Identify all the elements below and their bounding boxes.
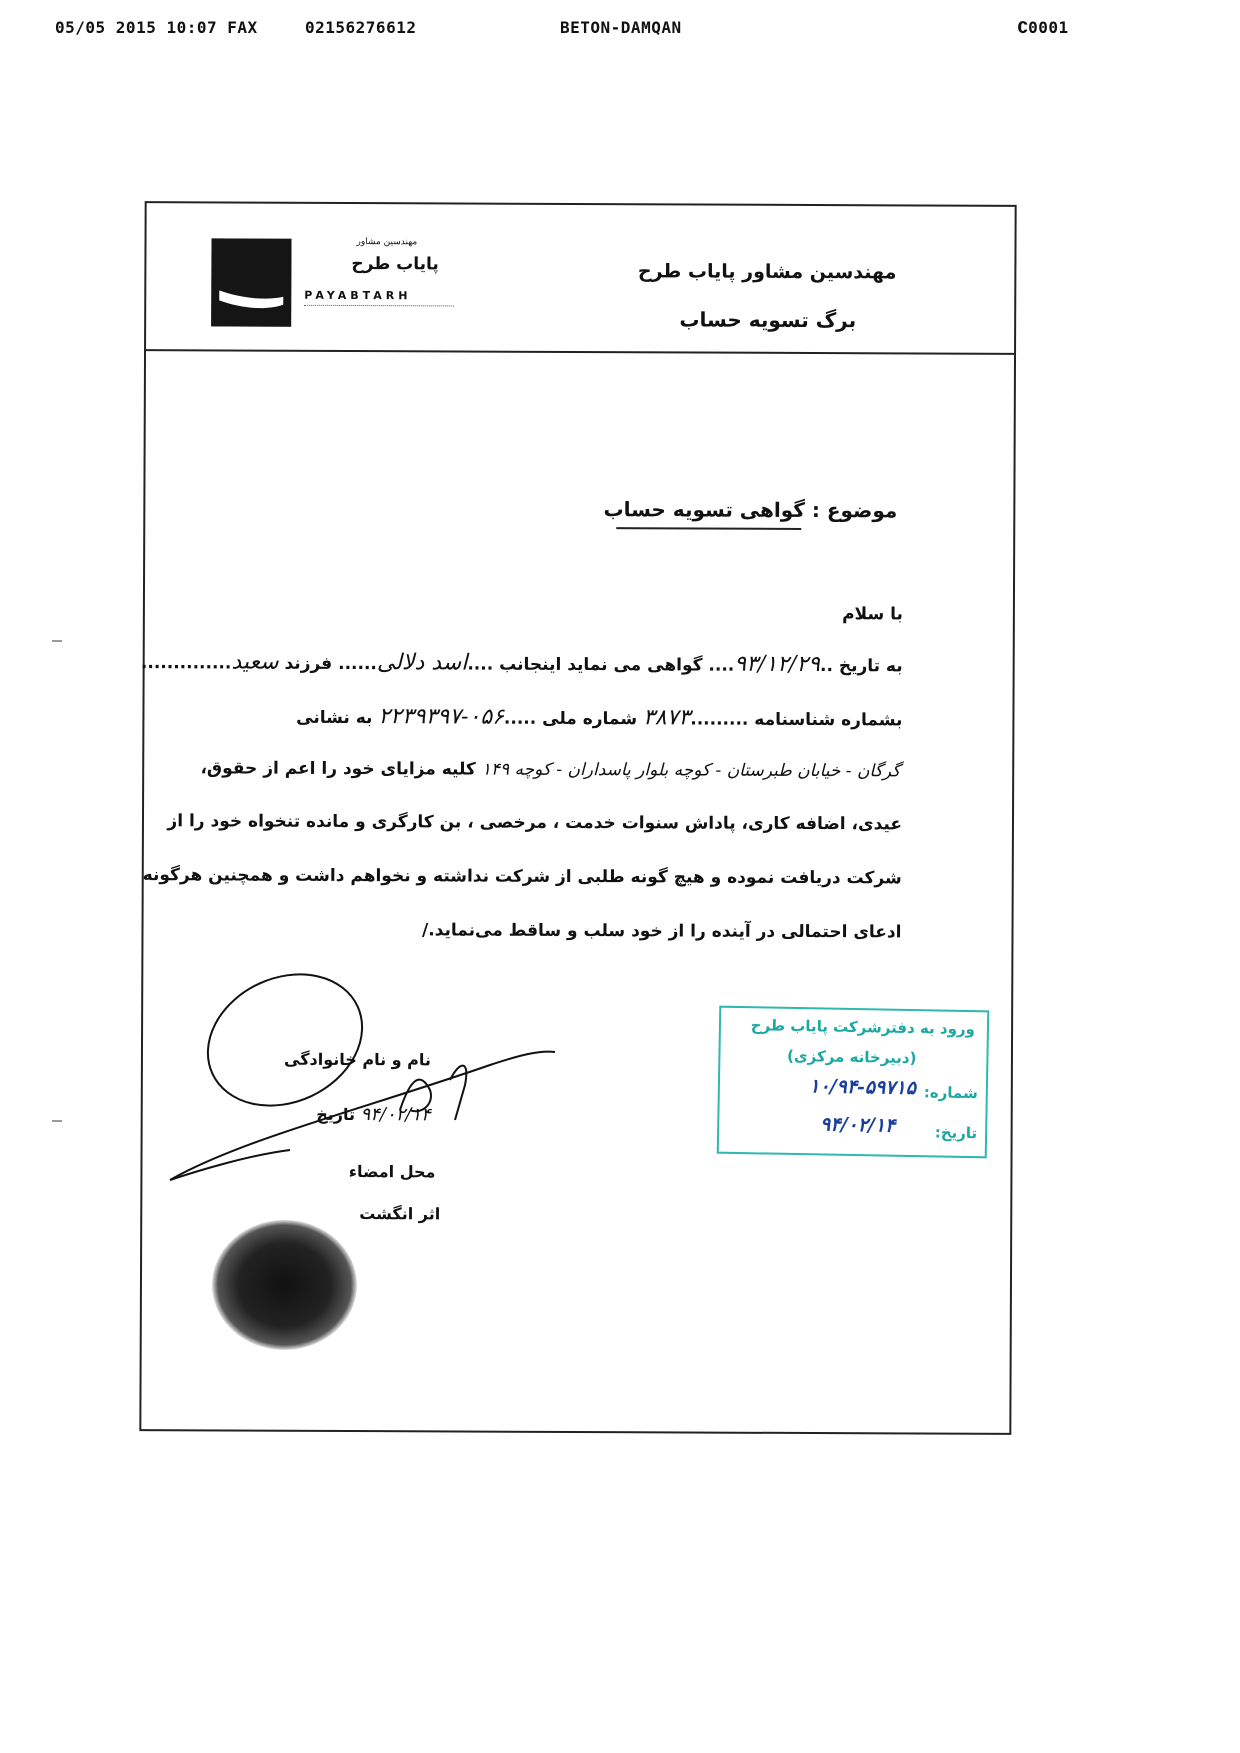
- stamp-date-label: تاریخ:: [934, 1123, 978, 1143]
- body-line-4: عیدی، اضافه کاری، پاداش سنوات خدمت ، مرخصی ، بن کارگری و مانده تنخواه خود را از: [167, 811, 903, 835]
- company-logo: [211, 238, 291, 326]
- child-of-label: فرزند: [284, 653, 333, 674]
- form-title: برگ تسویه حساب: [679, 307, 857, 333]
- header-divider: [146, 349, 1014, 355]
- handwritten-national-id: ۰۵۶-۲۲۳۹۳۹۷: [378, 704, 505, 730]
- margin-mark: [52, 1120, 62, 1122]
- certify-text: گواهی می نماید اینجانب: [499, 654, 703, 676]
- company-name: مهندسین مشاور پایاب طرح: [637, 260, 897, 284]
- stamp-title: ورود به دفترشرکت پایاب طرح: [750, 1016, 976, 1039]
- body-line-6: ادعای احتمالی در آینده را از خود سلب و ساقط می‌نماید./: [421, 920, 902, 943]
- body-line-3: [200, 758, 900, 781]
- entry-stamp: [717, 1006, 990, 1159]
- handwritten-father: سعید: [231, 649, 279, 675]
- handwritten-date: ۹۳/۱۲/۲۹: [734, 651, 821, 678]
- fingerprint-icon: [212, 1220, 357, 1350]
- date-prefix: به تاریخ: [838, 656, 903, 677]
- fingerprint-label: اثر انگشت: [359, 1204, 441, 1224]
- fax-number: 02156276612: [305, 18, 417, 37]
- stamp-date-value: ۹۴/۰۲/۱۴: [819, 1113, 896, 1137]
- id-label: بشماره شناسنامه: [754, 709, 903, 731]
- body-line-5: شرکت دریافت نموده و هیچ گونه طلبی از شرکت نداشته و نخواهم داشت و همچنین هرگونه: [142, 865, 902, 889]
- body-line-1: به تاریخ ..۹۳/۱۲/۲۹.... گواهی می نماید اینجانب ....اسد دلالی...... فرزند سعید..............: [140, 649, 903, 678]
- fax-sender: BETON-DAMQAN: [560, 18, 682, 37]
- body-line-2: بشماره شناسنامه .........۳۸۷۳ شماره ملی .....۰۵۶-۲۲۳۹۳۹۷ به نشانی: [296, 704, 903, 731]
- fax-datetime: 05/05 2015 10:07 FAX: [55, 18, 258, 37]
- logo-text-fa: پایاب طرح: [351, 254, 439, 275]
- address-label: به نشانی: [296, 707, 373, 729]
- subject-underline: [616, 527, 801, 530]
- signature-place-label: محل امضاء: [348, 1162, 436, 1182]
- subject-line: موضوع : گواهی تسویه حساب: [603, 497, 898, 523]
- logo-caption-fa: مهندسین مشاور: [356, 237, 418, 248]
- handwritten-id: ۳۸۷۳: [642, 705, 691, 731]
- stamp-number-label: شماره:: [923, 1083, 978, 1103]
- logo-text-en: PAYABTARH: [304, 288, 412, 303]
- handwritten-name: اسد دلالی: [376, 650, 468, 676]
- fax-page: ∁0001: [1018, 18, 1069, 37]
- national-id-label: شماره ملی: [542, 708, 638, 730]
- handwritten-address: گرگان - خیابان طبرستان - کوچه بلوار پاسداران - کوچه ۱۴۹: [481, 759, 901, 782]
- name-label: نام و نام خانوادگی: [283, 1049, 431, 1070]
- margin-mark: [52, 640, 62, 642]
- logo-mark-icon: [211, 238, 291, 326]
- signature-scribble: [160, 960, 580, 1190]
- signature-date-value: ۹۴/۰۲/۱۴: [360, 1104, 431, 1126]
- logo-underline: [304, 305, 454, 307]
- stamp-subtitle: (دبیرخانه مرکزی): [786, 1046, 917, 1068]
- benefits-text: کلیه مزایای خود را اعم از حقوق،: [200, 758, 476, 780]
- greeting: با سلام: [842, 604, 903, 625]
- stamp-number-value: ۱۰/۹۴-۵۹۷۱۵: [809, 1075, 917, 1100]
- date-label: ۹۴/۰۲/۱۴ تاریخ: [316, 1104, 431, 1126]
